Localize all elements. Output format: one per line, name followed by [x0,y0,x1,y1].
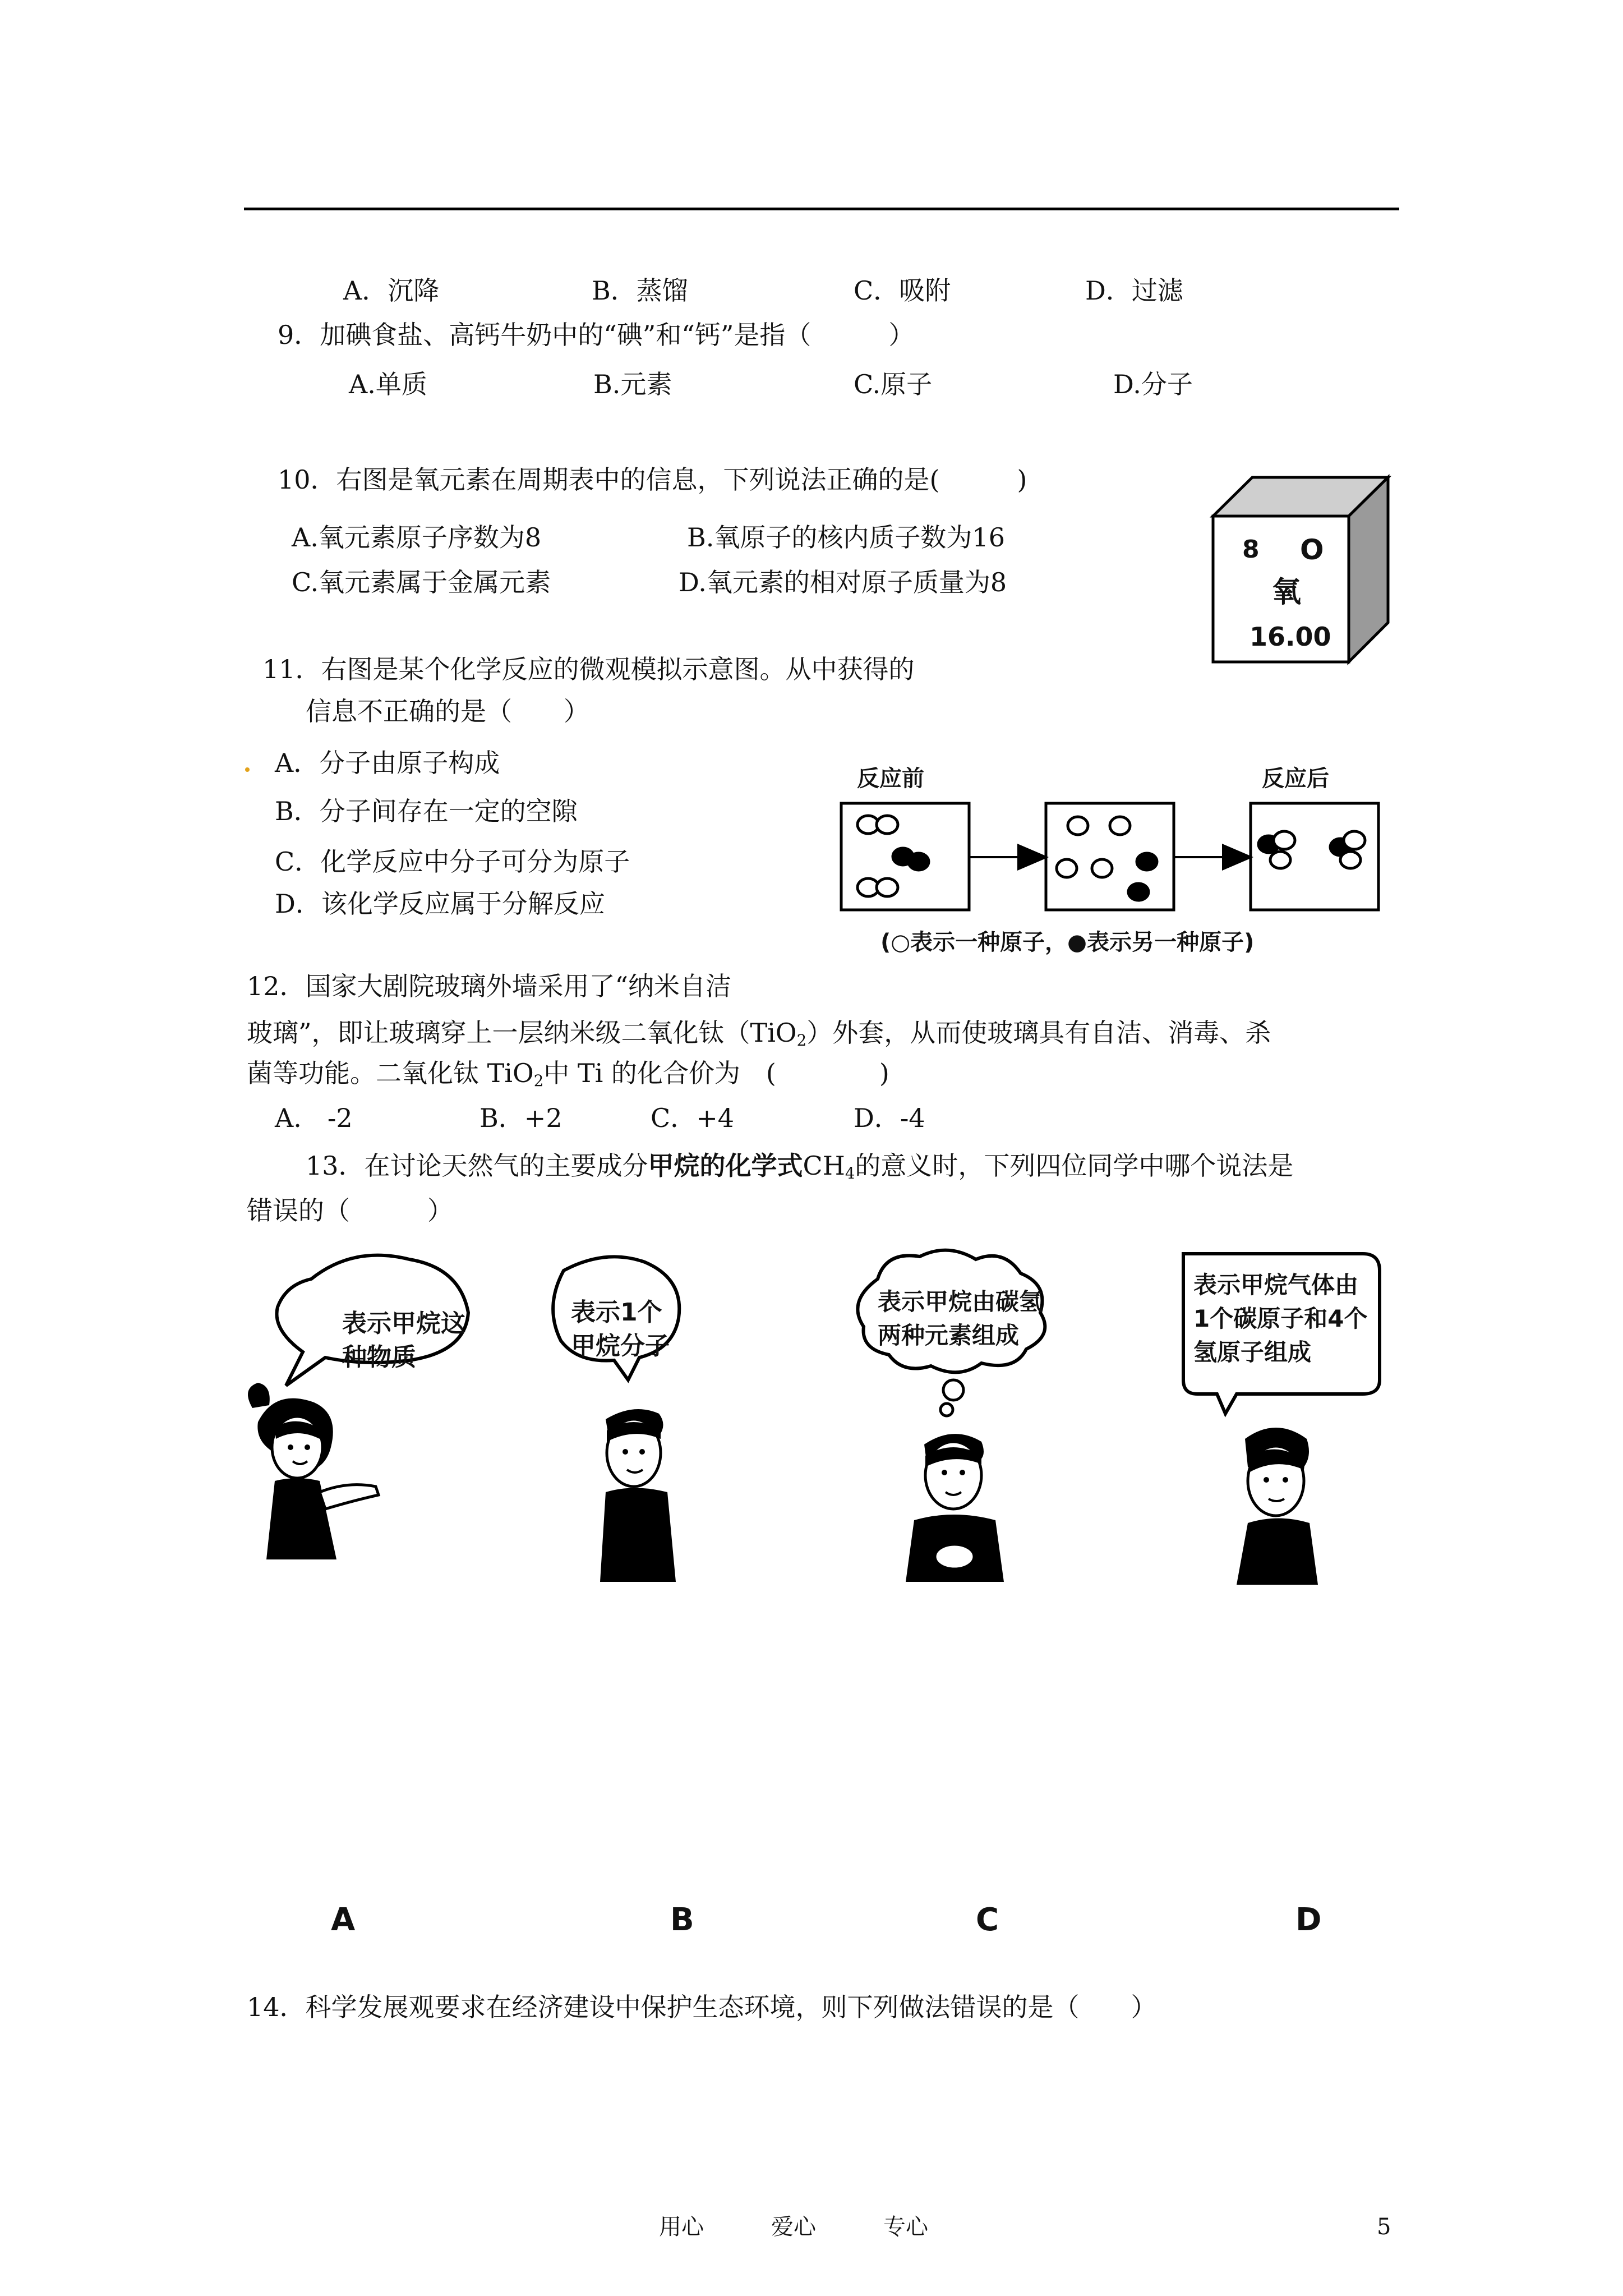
element-number: 8 [1242,535,1260,564]
q9-stem: 9．加碘食盐、高钙牛奶中的“碘”和“钙”是指（ ） [278,320,915,350]
footer-word-3: 专心 [883,2214,928,2240]
student-a-figure [248,1383,379,1559]
q12-option-d: D．-4 [854,1103,925,1133]
q9-option-d: D.分子 [1113,369,1193,399]
q8-option-b: B．蒸馏 [592,275,688,306]
header-rule [244,208,1399,210]
q11-option-a: A．分子由原子构成 [275,748,500,778]
q10-option-c: C.氧元素属于金属元素 [292,567,551,597]
q11-stem-line1: 11．右图是某个化学反应的微观模拟示意图。从中获得的 [262,654,915,684]
q11-option-d: D．该化学反应属于分解反应 [275,889,605,919]
element-symbol: O [1300,533,1324,566]
bubble-c-line2: 两种元素组成 [878,1322,1020,1349]
footer-word-2: 爱心 [771,2214,816,2240]
bubble-c-line1: 表示甲烷由碳氢 [878,1288,1043,1315]
q11-stem-line2: 信息不正确的是（ ） [306,696,589,726]
element-name: 氧 [1272,576,1302,609]
bubble-d-line3: 氢原子组成 [1193,1338,1312,1366]
q8-option-a: A．沉降 [343,275,440,306]
q11-option-c: C．化学反应中分子可分为原子 [275,846,630,877]
bubble-a-line1: 表示甲烷这 [342,1309,465,1338]
bubble-d-line1: 表示甲烷气体由 [1193,1271,1359,1299]
q9-option-b: B.元素 [593,369,672,399]
q11-option-b: B．分子间存在一定的空隙 [275,796,578,826]
q9-option-a: A.单质 [349,369,427,399]
q12-option-c: C．+4 [651,1103,735,1133]
footer-word-1: 用心 [659,2214,704,2240]
q14-stem: 14．科学发展观要求在经济建设中保护生态环境，则下列做法错误的是（ ） [247,1992,1157,2022]
bubble-d-line2: 1个碳原子和4个 [1193,1305,1368,1332]
q12-line2: 玻璃”，即让玻璃穿上一层纳米级二氧化钛（TiO$_2$）外套，从而使玻璃具有自洁、消毒、杀 [247,1018,1271,1050]
bubble-a-line2: 种物质 [342,1343,416,1372]
q12-line3: 菌等功能。二氧化钛 TiO$_2$中 Ti 的化合价为 ( ) [247,1058,889,1090]
student-c-figure [906,1434,1004,1582]
q9-option-c: C.原子 [854,369,933,399]
q10-option-a: A.氧元素原子序数为8 [292,522,542,553]
element-mass: 16.00 [1249,622,1331,652]
figure-label-d: D [1295,1902,1322,1938]
q13-line1: 13．在讨论天然气的主要成分甲烷的化学式$CH_4$的意义时，下列四位同学中哪个说法是 [306,1151,1294,1182]
q10-option-d: D.氧元素的相对原子质量为8 [679,567,1007,597]
bubble-b-line1: 表示1个 [571,1298,662,1327]
after-label: 反应后 [1262,766,1329,792]
q12-option-b: B．+2 [479,1103,562,1133]
q8-option-c: C．吸附 [854,275,951,306]
stray-dot [245,767,250,772]
bubble-b-line2: 甲烷分子 [571,1332,670,1360]
figure-label-b: B [670,1902,694,1938]
student-b-figure [600,1409,676,1582]
before-label: 反应前 [857,766,924,792]
q13-line2: 错误的（ ） [247,1195,453,1226]
q8-option-d: D．过滤 [1085,275,1183,306]
q12-option-a: A. -2 [275,1103,353,1133]
page-number: 5 [1377,2214,1391,2240]
figure-label-c: C [976,1902,999,1938]
q12-line1: 12．国家大剧院玻璃外墙采用了“纳米自洁 [247,971,732,1001]
figure-label-a: A [331,1902,356,1938]
reaction-diagram [836,797,1396,914]
student-d-figure [1237,1428,1318,1585]
q10-option-b: B.氧原子的核内质子数为16 [687,522,1005,553]
diagram-legend: (○表示一种原子，●表示另一种原子) [880,930,1255,955]
q10-stem: 10．右图是氧元素在周期表中的信息，下列说法正确的是( ) [278,464,1027,495]
